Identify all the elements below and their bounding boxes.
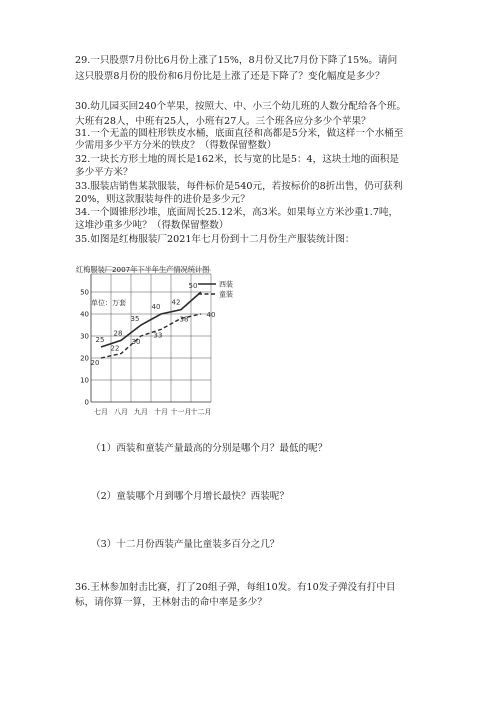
y-tick-label: 0 <box>84 398 89 407</box>
problem-34-line-2: 这堆沙重多少吨？（得数保留整数） <box>75 220 229 231</box>
problem-29-line-1: 29.一只股票7月份比6月份上涨了15%，8月份又比7月份下降了15%。请问 <box>75 55 398 66</box>
chart-series <box>91 282 216 367</box>
problem-33-line-1: 33.服装店销售某款服装，每件标价是540元，若按标价的8折出售，仍可获利 <box>75 181 403 192</box>
problem-35-intro: 35.如图是红梅服装厂2021年七月份到十二月份生产服装统计图： <box>75 234 355 245</box>
x-tick-label: 十月 <box>154 408 168 416</box>
question-2: （2）童装哪个月到哪个月增长最快？西装呢？ <box>91 491 289 502</box>
x-tick-label: 八月 <box>114 408 128 416</box>
data-label: 38 <box>179 315 189 324</box>
problem-34-line-1: 34.一个圆锥形沙堆，底面周长25.12米，高3米。如果每立方米沙重1.7吨， <box>75 207 399 218</box>
problem-36-line-1: 36.王林参加射击比赛，打了20组子弹，每组10发。有10发子弹没有打中目 <box>75 582 396 593</box>
y-tick-label: 20 <box>80 354 89 363</box>
data-label: 28 <box>113 329 123 338</box>
chart-legend <box>198 280 233 299</box>
data-label: 40 <box>151 303 161 311</box>
problem-30-line-1: 30.幼儿园买回240个苹果，按照大、中、小三个幼儿班的人数分配给各个班。 <box>75 101 406 112</box>
data-label: 50 <box>188 282 198 290</box>
data-label: 40 <box>206 311 216 319</box>
data-label: 25 <box>95 336 105 344</box>
y-tick-label: 30 <box>80 332 89 341</box>
chart-unit-label: 单位：万套 <box>91 299 126 307</box>
question-1: （1）西装和童装产量最高的分别是哪个月？最低的呢？ <box>91 443 328 454</box>
data-label: 20 <box>90 359 100 367</box>
problem-32-line-1: 32.一块长方形土地的周长是162米，长与宽的比是5：4，这块土地的面积是 <box>75 154 399 165</box>
problem-31-line-2: 少需用多少平方分米的铁皮？（得数保留整数） <box>75 140 277 151</box>
problem-33-line-2: 20%，则这款服装每件的进价是多少元？ <box>75 194 250 205</box>
x-tick-label: 十一月 <box>170 408 192 416</box>
data-label: 42 <box>171 298 181 307</box>
question-3: （3）十二月份西装产量比童装多百分之几？ <box>91 539 280 550</box>
problem-36-line-2: 标，请你算一算，王林射击的命中率是多少？ <box>75 597 267 608</box>
legend-label: 西装 <box>219 280 233 289</box>
chart-tick-labels <box>80 289 211 417</box>
data-label: 35 <box>130 315 140 323</box>
y-tick-label: 50 <box>80 288 89 297</box>
data-label: 33 <box>153 331 163 340</box>
problem-29-line-2: 这只股票8月份的股份和6月份比是上涨了还是下降了？变化幅度是多少？ <box>75 71 385 82</box>
problem-31-line-1: 31.一个无盖的圆柱形铁皮水桶，底面直径和高都是5分米，做这样一个水桶至 <box>75 128 404 139</box>
data-label: 30 <box>131 338 141 346</box>
problem-32-line-2: 多少平方米？ <box>75 167 133 178</box>
legend-label: 童装 <box>219 290 233 299</box>
y-tick-label: 40 <box>80 310 89 319</box>
chart-title: 红梅服装厂2007年下半年生产情况统计图 <box>76 265 210 274</box>
y-tick-label: 10 <box>80 376 89 385</box>
data-label: 22 <box>110 344 120 353</box>
x-tick-label: 十二月 <box>190 408 212 416</box>
x-tick-label: 七月 <box>94 408 108 416</box>
x-tick-label: 九月 <box>134 408 148 416</box>
problem-30-line-2: 大班有28人，中班有25人，小班有27人。三个班各应分多少个苹果？ <box>75 116 371 127</box>
line-chart <box>76 262 251 420</box>
